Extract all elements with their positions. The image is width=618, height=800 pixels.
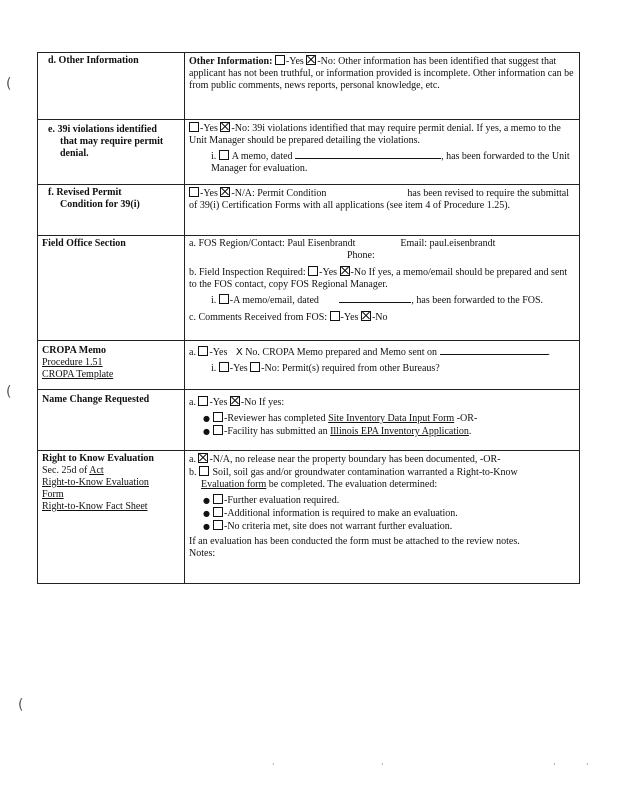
row-content [185,451,580,584]
no-label: -No: [261,363,280,374]
memo-email-text: -A memo/email, dated [229,295,319,306]
fos-email-text: Email: paul.eisenbrandt [400,238,496,249]
memo-checkbox[interactable] [219,150,229,160]
other-info-heading: Other Information: [189,56,273,67]
rtk-evaluation-form-link[interactable]: Form [42,489,64,500]
bullet-text: -Reviewer has completed [223,413,329,424]
row-content [185,341,580,390]
other-bureaus-text: Permit(s) required from other Bureaus? [282,363,440,374]
memo-email-checkbox[interactable] [219,294,229,304]
no-checkbox[interactable] [250,362,260,372]
field-inspection-text: If yes, a memo/email should be prepared and sent to the FOS contact, copy FOS Regional Manager. [189,267,568,290]
cropa-template-link[interactable]: CROPA Template [42,369,114,380]
row-label-text: d. Other Information [48,55,139,66]
rtk-evaluation-form-link[interactable]: Right-to-Know Evaluation [42,477,149,488]
row-label [38,236,185,341]
memo-text: , has been forwarded to the Unit Manager for evaluation. [211,151,570,174]
sub-item-prefix: i. [211,363,217,374]
row-sub-text: Sec. 25d of [42,465,90,476]
bullet-text: -Facility has submitted an [223,426,331,437]
scan-speck: · [272,760,275,769]
bullet-text: -Further evaluation required. [223,495,340,506]
row-39i-violations [38,120,580,185]
item-prefix: a. [189,397,196,408]
bullet-item [189,425,575,438]
bullet-icon: ● [203,496,210,505]
na-checkbox-checked[interactable] [220,187,230,197]
row-label-text: Right to Know Evaluation [42,453,154,464]
yes-label: -Yes [209,397,228,408]
row-label-text: CROPA Memo [42,345,106,356]
sub-item-prefix: i. [211,295,217,306]
scan-speck: · [586,760,589,769]
no-label: -No: [317,56,336,67]
comments-received-text: c. Comments Received from FOS: [189,312,328,323]
row-content [185,185,580,236]
attachment-note: If an evaluation has been conducted the form must be attached to the review notes. [189,536,520,547]
no-label: -No [350,267,367,278]
na-label: -N/A: [231,188,255,199]
violations-text: 39i violations identified that may require permit denial. If yes, a memo to the Unit Manager should be prepared detailing the violations. [189,123,561,146]
bullet-text: -No criteria met, site does not warrant further evaluation. [223,521,453,532]
yes-checkbox[interactable] [308,266,318,276]
memo-date-field[interactable] [295,149,441,159]
yes-checkbox[interactable] [189,187,199,197]
row-label-text: e. 39i violations identified [48,124,157,135]
cropa-date-field[interactable] [440,345,548,355]
act-link[interactable]: Act [89,465,104,476]
further-evaluation-checkbox[interactable] [213,494,223,504]
bullet-item [189,494,575,507]
row-cropa-memo [38,341,580,390]
facility-checkbox[interactable] [213,425,223,435]
row-label-text: Name Change Requested [42,394,150,405]
row-label-text: f. Revised Permit [48,187,122,198]
item-prefix: b. [189,467,197,478]
row-label-text: Field Office Section [42,238,126,249]
memo-text: A memo, dated [231,151,293,162]
yes-label: -Yes [340,312,359,323]
contamination-text: Soil, soil gas and/or groundwater contamination warranted a Right-to-Know [212,467,518,478]
other-info-text: Other information has been identified that suggest that applicant has not been truthful, or information provided is incomplete. Other information can be from public comments, news reports, personal knowledge, etc. [189,56,574,91]
permit-condition-text: Permit Condition [257,188,327,199]
procedure-link[interactable]: Procedure 1.51 [42,357,103,368]
item-prefix: a. [189,454,196,465]
row-name-change [38,390,580,451]
inventory-application-link[interactable]: Illinois EPA Inventory Application [330,426,469,437]
yes-label: -Yes [200,188,218,199]
site-inventory-form-link[interactable]: Site Inventory Data Input Form [328,413,455,424]
row-label [38,185,185,236]
yes-checkbox[interactable] [189,122,199,132]
bullet-item [189,412,575,425]
no-x-mark[interactable]: X [235,347,243,358]
no-label: -No [240,397,257,408]
no-checkbox-checked[interactable] [340,266,350,276]
no-label: -No: [231,123,250,134]
scan-speck: · [553,760,556,769]
if-yes-text: If yes: [258,397,285,408]
no-checkbox-checked[interactable] [361,311,371,321]
sub-item-prefix: i. [211,151,217,162]
cropa-memo-text: No. CROPA Memo prepared and Memo sent on [245,347,438,358]
bullet-text: -Additional information is required to make an evaluation. [223,508,458,519]
yes-checkbox[interactable] [275,55,285,65]
period: . [547,347,551,358]
bullet-icon: ● [203,522,210,531]
bullet-icon: ● [203,509,210,518]
contamination-checkbox[interactable] [199,466,209,476]
row-label-text: that may require permit [60,136,164,147]
yes-label: -Yes [285,56,304,67]
yes-label: -Yes [319,267,338,278]
permit-review-table [37,52,580,584]
row-label [38,53,185,120]
fos-phone-text: Phone: [347,250,375,261]
yes-checkbox[interactable] [219,362,229,372]
scan-speck: · [381,760,384,769]
row-label [38,451,185,584]
bullet-text: -OR- [454,413,478,424]
binder-hole-mark: ( [6,76,12,92]
bullet-text: . [468,426,472,437]
no-checkbox-checked[interactable] [306,55,316,65]
row-label [38,120,185,185]
no-label: -No [371,312,388,323]
row-content [185,53,580,120]
no-criteria-checkbox[interactable] [213,520,223,530]
bullet-item [189,507,575,520]
contamination-text: be completed. The evaluation determined: [266,479,438,490]
yes-checkbox[interactable] [198,396,208,406]
reviewer-checkbox[interactable] [213,412,223,422]
memo-email-date-field[interactable] [339,293,411,303]
field-inspection-text: b. Field Inspection Required: [189,267,306,278]
rtk-na-text: -N/A, no release near the property boundary has been documented, -OR- [209,454,501,465]
yes-checkbox[interactable] [198,346,208,356]
yes-label: -Yes [209,347,228,358]
row-content [185,120,580,185]
additional-info-checkbox[interactable] [213,507,223,517]
row-label [38,390,185,451]
no-checkbox-checked[interactable] [230,396,240,406]
row-content [185,390,580,451]
row-right-to-know [38,451,580,584]
yes-label: -Yes [229,363,248,374]
bullet-icon: ● [203,427,210,436]
na-checkbox-checked[interactable] [198,453,208,463]
evaluation-form-link[interactable]: Evaluation form [201,479,267,490]
yes-label: -Yes [200,123,218,134]
binder-hole-mark: ( [6,384,12,400]
row-content [185,236,580,341]
fos-contact-text: a. FOS Region/Contact: Paul Eisenbrandt [189,238,356,249]
no-checkbox-checked[interactable] [220,122,230,132]
memo-email-text: , has been forwarded to the FOS. [411,295,544,306]
row-field-office-section [38,236,580,341]
rtk-fact-sheet-link[interactable]: Right-to-Know Fact Sheet [42,501,148,512]
row-other-information [38,53,580,120]
row-label-text: Condition for 39(i) [60,199,140,210]
row-revised-permit-condition [38,185,580,236]
row-label-text: denial. [60,148,89,159]
binder-hole-mark: ( [18,697,24,713]
permit-condition-text: has been revised to require the submittal of 39(i) Certification Forms with all applications (see item 4 of Procedure 1.25). [189,188,570,211]
bullet-icon: ● [203,414,210,423]
bullet-item [189,520,575,533]
yes-checkbox[interactable] [330,311,340,321]
row-label [38,341,185,390]
notes-label: Notes: [189,548,216,559]
item-prefix: a. [189,347,196,358]
